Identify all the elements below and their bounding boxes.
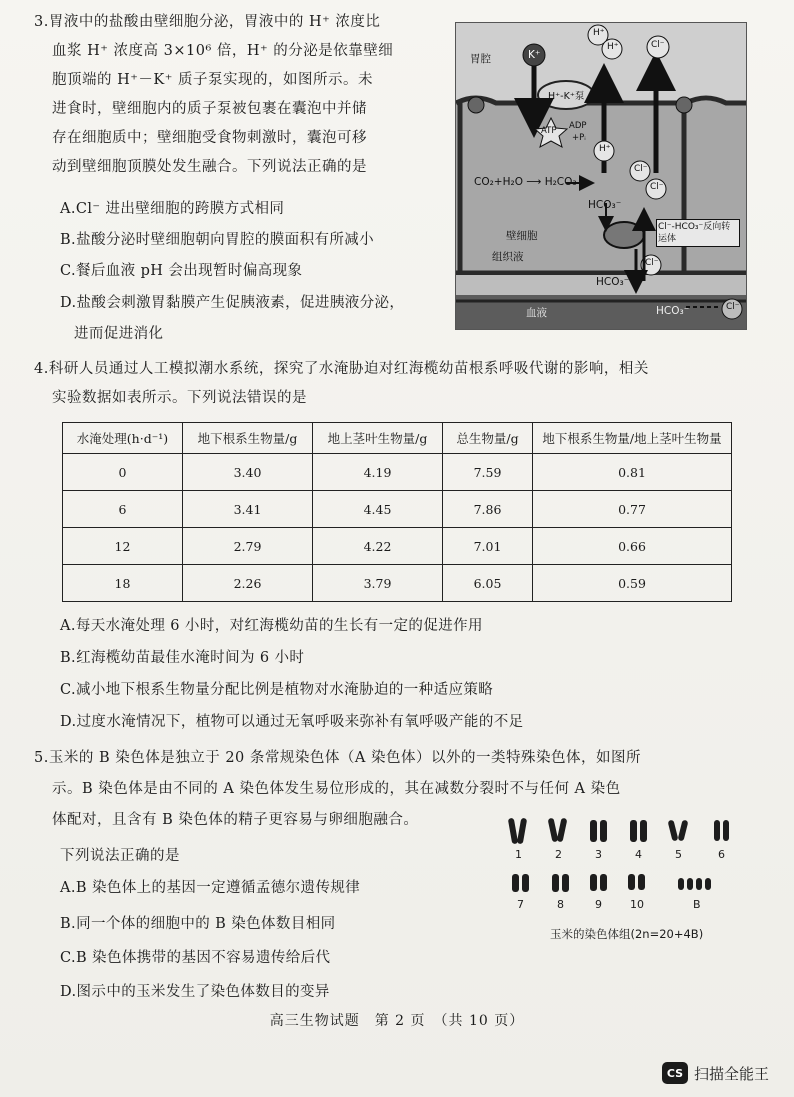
table-cell: 4.19 [313,454,443,491]
hco3-label-cell: HCO₃⁻ [588,199,622,211]
chromosome-label-b: B [693,898,701,911]
cl-ion-label-5: Cl⁻ [726,302,740,312]
stomach-lumen-label: 胃腔 [470,53,491,65]
q3-line-5: 存在细胞质中；壁细胞受食物刺激时，囊泡可移 [52,130,367,146]
q4-line-1: 4.科研人员通过人工模拟潮水系统，探究了水淹胁迫对红海榄幼苗根系呼吸代谢的影响，相关 [34,361,649,377]
q3-option-a: A.Cl⁻ 进出壁细胞的跨膜方式相同 [60,201,285,217]
table-cell: 7.01 [443,528,533,565]
q4-option-b: B.红海榄幼苗最佳水淹时间为 6 小时 [60,650,305,666]
transporter-label: Cl⁻-HCO₃⁻反向转运体 [656,219,740,247]
chromosome-label-9: 9 [595,898,602,911]
q5-option-b: B.同一个体的细胞中的 B 染色体数目相同 [60,916,336,932]
table-header-row [63,423,732,454]
table-cell: 4.45 [313,491,443,528]
chromosome-label-5: 5 [675,848,682,861]
atp-label: ATP [541,126,557,136]
h-ion-label-2: H⁺ [607,42,619,52]
table-row [63,491,732,528]
scanner-watermark [662,1062,769,1084]
table-cell: 0.81 [533,454,732,491]
cell-label: 壁细胞 [506,230,538,242]
reaction-label: CO₂+H₂O ⟶ H₂CO₃ [474,176,577,188]
table-cell: 7.59 [443,454,533,491]
adp-label: ADP [569,121,587,131]
chromosome-label-6: 6 [718,848,725,861]
q3-line-1: 3.胃液中的盐酸由壁细胞分泌，胃液中的 H⁺ 浓度比 [34,14,381,30]
table-header: 地上茎叶生物量/g [313,423,443,454]
maize-karyotype-figure [498,810,753,950]
q3-line-6: 动到壁细胞顶膜处发生融合。下列说法正确的是 [52,159,367,175]
q3-line-4: 进食时，壁细胞内的质子泵被包裹在囊泡中并储 [52,101,367,117]
table-cell: 6 [63,491,183,528]
q3-option-d-cont: 进而促进消化 [74,326,164,342]
table-row [63,565,732,602]
scanner-logo-icon: CS [662,1062,688,1084]
q4-option-a: A.每天水淹处理 6 小时，对红海榄幼苗的生长有一定的促进作用 [60,618,483,634]
k-ion-label: K⁺ [528,49,541,61]
table-cell: 3.40 [183,454,313,491]
table-row [63,454,732,491]
chromosome-label-2: 2 [555,848,562,861]
q5-line-4: 下列说法正确的是 [60,848,180,864]
hco3-label-tissue: HCO₃⁻ [596,276,630,288]
chromosome-label-1: 1 [515,848,522,861]
hco3-label-blood: HCO₃⁻ [656,305,690,317]
table-cell: 6.05 [443,565,533,602]
table-cell: 18 [63,565,183,602]
karyotype-caption: 玉米的染色体组(2n=20+4B) [550,927,704,941]
q3-option-c: C.餐后血液 pH 会出现暂时偏高现象 [60,263,303,279]
cl-ion-label-2: Cl⁻ [634,164,648,174]
blood-label: 血液 [526,307,547,319]
q5-line-1: 5.玉米的 B 染色体是独立于 20 条常规染色体（A 染色体）以外的一类特殊染色体，如图所 [34,750,641,766]
table-cell: 0 [63,454,183,491]
q3-option-b: B.盐酸分泌时壁细胞朝向胃腔的膜面积有所减小 [60,232,375,248]
h-ion-label-3: H⁺ [599,144,611,154]
parietal-cell-diagram [455,22,747,330]
h-ion-label-1: H⁺ [593,28,605,38]
table-cell: 4.22 [313,528,443,565]
cl-ion-label-1: Cl⁻ [651,40,665,50]
chromosome-label-3: 3 [595,848,602,861]
q5-line-2: 示。B 染色体是由不同的 A 染色体发生易位形成的，其在减数分裂时不与任何 A 染色 [52,781,621,797]
q4-option-c: C.减小地下根系生物量分配比例是植物对水淹胁迫的一种适应策略 [60,682,494,698]
q5-option-a: A.B 染色体上的基因一定遵循孟德尔遗传规律 [60,880,361,896]
table-cell: 7.86 [443,491,533,528]
cl-ion-label-4: Cl⁻ [645,258,659,268]
table-cell: 0.77 [533,491,732,528]
q5-option-d: D.图示中的玉米发生了染色体数目的变异 [60,984,330,1000]
table-header: 水淹处理(h·d⁻¹) [63,423,183,454]
tissue-fluid-label: 组织液 [492,251,524,263]
table-cell: 2.26 [183,565,313,602]
table-header: 地下根系生物量/g [183,423,313,454]
page-footer: 高三生物试题 第 2 页 （共 10 页） [269,1013,525,1029]
pi-label: +Pᵢ [572,133,586,143]
chromosome-label-7: 7 [517,898,524,911]
scanner-app-name: 扫描全能王 [694,1064,770,1083]
cl-ion-label-3: Cl⁻ [650,182,664,192]
table-cell: 0.66 [533,528,732,565]
q3-option-d: D.盐酸会刺激胃黏膜产生促胰液素，促进胰液分泌， [60,295,405,311]
q4-option-d: D.过度水淹情况下，植物可以通过无氧呼吸来弥补有氧呼吸产能的不足 [60,714,524,730]
table-cell: 0.59 [533,565,732,602]
q4-line-2: 实验数据如表所示。下列说法错误的是 [52,390,307,406]
q5-option-c: C.B 染色体携带的基因不容易遗传给后代 [60,950,331,966]
table-cell: 3.41 [183,491,313,528]
biomass-table [62,422,732,602]
table-header: 总生物量/g [443,423,533,454]
q5-line-3: 体配对，且含有 B 染色体的精子更容易与卵细胞融合。 [52,812,419,828]
chromosome-label-4: 4 [635,848,642,861]
q3-line-3: 胞顶端的 H⁺－K⁺ 质子泵实现的，如图所示。未 [52,72,374,88]
table-cell: 12 [63,528,183,565]
table-row [63,528,732,565]
q3-line-2: 血浆 H⁺ 浓度高 3×10⁶ 倍，H⁺ 的分泌是依靠壁细 [52,43,394,59]
pump-label: H⁺-K⁺泵 [548,91,585,102]
table-header: 地下根系生物量/地上茎叶生物量 [533,423,732,454]
chromosome-label-10: 10 [630,898,644,911]
chromosome-label-8: 8 [557,898,564,911]
table-cell: 2.79 [183,528,313,565]
table-cell: 3.79 [313,565,443,602]
